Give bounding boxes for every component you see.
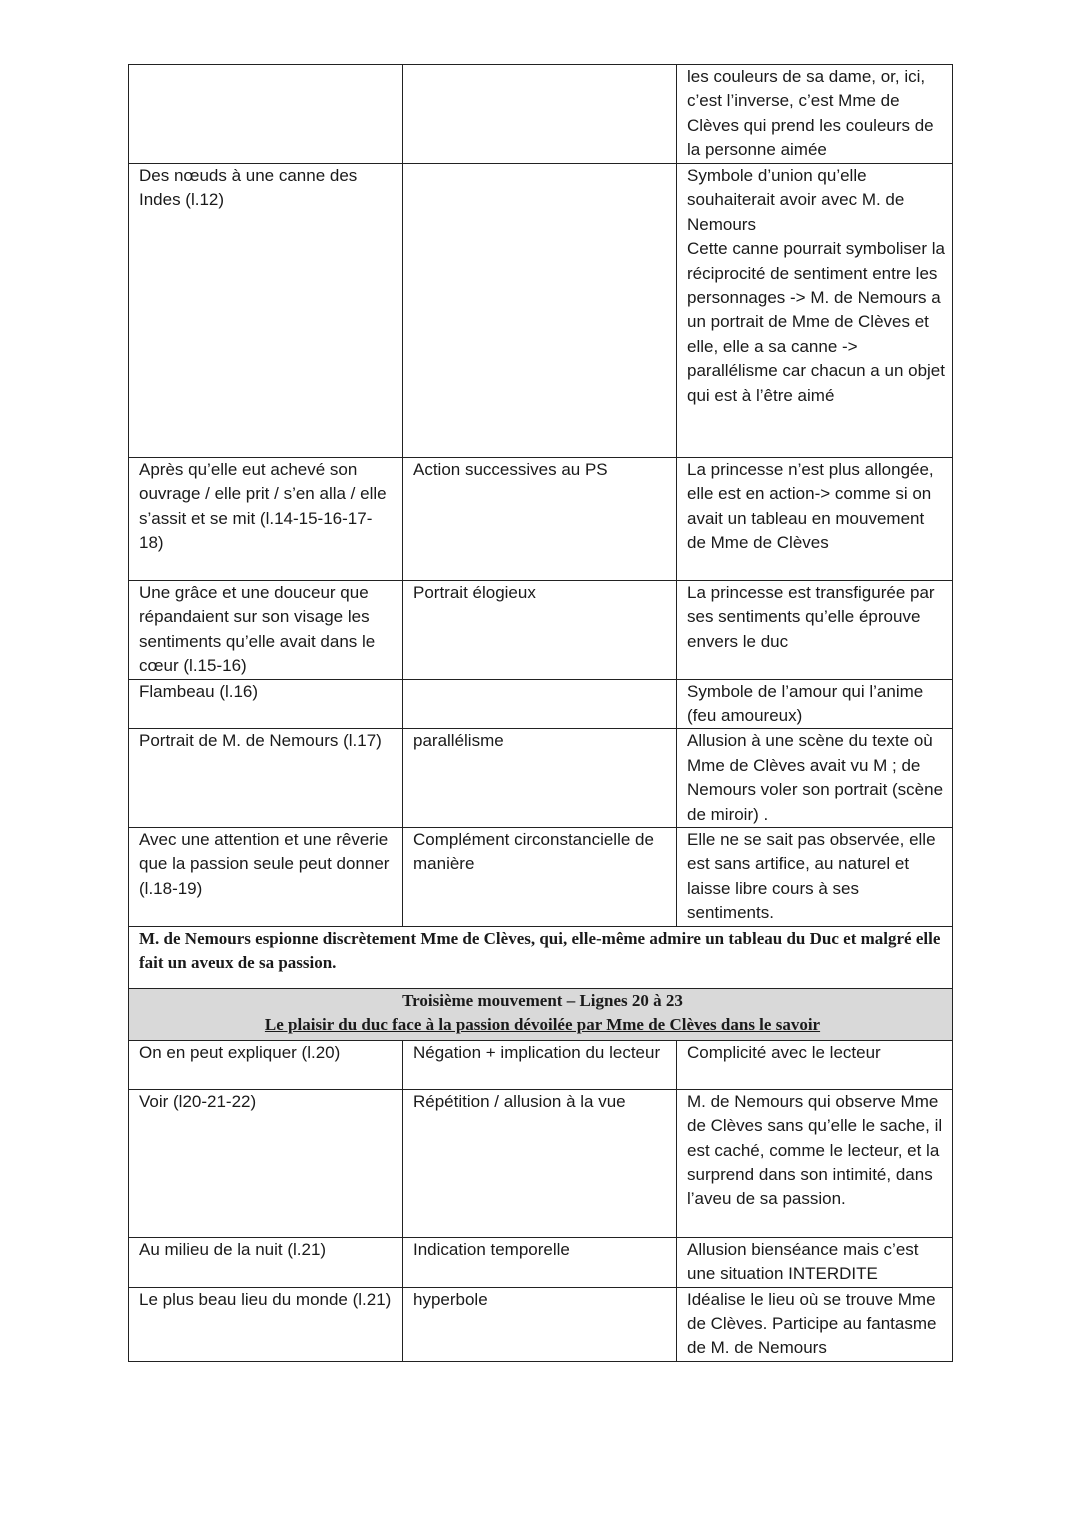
cell-interpretation: Complicité avec le lecteur — [677, 1040, 953, 1089]
cell-procede: Action successives au PS — [403, 458, 677, 581]
table-row — [129, 828, 953, 927]
cell-interpretation: Allusion à une scène du texte où Mme de Clèves avait vu M ; de Nemours voler son portrait (scène de miroir) . — [677, 729, 953, 828]
table-row — [129, 581, 953, 680]
cell-interpretation: les couleurs de sa dame, or, ici, c’est l’inverse, c’est Mme de Clèves qui prend les couleurs de la personne aimée — [677, 65, 953, 164]
cell-interpretation: Elle ne se sait pas observée, elle est sans artifice, au naturel et laisse libre cours à ses sentiments. — [677, 828, 953, 927]
cell-procede: Négation + implication du lecteur — [403, 1040, 677, 1089]
analysis-table — [128, 64, 953, 1362]
cell-citation: Au milieu de la nuit (l.21) — [129, 1237, 403, 1287]
cell-citation: Après qu’elle eut achevé son ouvrage / elle prit / s’en alla / elle s’assit et se mit (l.14-15-16-17-18) — [129, 458, 403, 581]
table-row — [129, 65, 953, 164]
cell-procede: hyperbole — [403, 1287, 677, 1361]
cell-procede: Indication temporelle — [403, 1237, 677, 1287]
table-row — [129, 1287, 953, 1361]
cell-interpretation: La princesse n’est plus allongée, elle est en action-> comme si on avait un tableau en mouvement de Mme de Clèves — [677, 458, 953, 581]
interpretation-line: Symbole d’union qu’elle souhaiterait avoir avec M. de Nemours Cette canne pourrait symboliser la réciprocité de sentiment entre les personnages -> M. de Nemours a un portrait de Mme de Clèves et elle, elle a sa canne -> parallélisme car chacun a un objet qui est à l’être aimé — [687, 166, 945, 405]
cell-citation — [129, 65, 403, 164]
cell-citation: On en peut expliquer (l.20) — [129, 1040, 403, 1089]
table-row — [129, 164, 953, 458]
cell-interpretation: Allusion bienséance mais c’est une situation INTERDITE — [677, 1237, 953, 1287]
cell-citation: Une grâce et une douceur que répandaient sur son visage les sentiments qu’elle avait dans le cœur (l.15-16) — [129, 581, 403, 680]
section-header — [129, 988, 953, 1040]
cell-citation: Flambeau (l.16) — [129, 679, 403, 729]
cell-procede: Portrait élogieux — [403, 581, 677, 680]
table-row — [129, 1237, 953, 1287]
section-header-row — [129, 988, 953, 1040]
cell-interpretation: La princesse est transfigurée par ses sentiments qu’elle éprouve envers le duc — [677, 581, 953, 680]
table-row — [129, 679, 953, 729]
table-section-part1 — [129, 65, 953, 927]
cell-interpretation: M. de Nemours qui observe Mme de Clèves sans qu’elle le sache, il est caché, comme le lecteur, et la surprend dans son intimité, dans l’aveu de sa passion. — [677, 1089, 953, 1237]
cell-procede: parallélisme — [403, 729, 677, 828]
section-title: Troisième mouvement – Lignes 20 à 23 — [402, 990, 683, 1010]
cell-interpretation — [677, 164, 953, 458]
cell-interpretation: Symbole de l’amour qui l’anime (feu amoureux) — [677, 679, 953, 729]
cell-citation: Portrait de M. de Nemours (l.17) — [129, 729, 403, 828]
table-row — [129, 1089, 953, 1237]
summary-row — [129, 926, 953, 988]
cell-citation: Avec une attention et une rêverie que la passion seule peut donner (l.18-19) — [129, 828, 403, 927]
table-section-part2 — [129, 1040, 953, 1361]
cell-interpretation: Idéalise le lieu où se trouve Mme de Clèves. Participe au fantasme de M. de Nemours — [677, 1287, 953, 1361]
section-subtitle: Le plaisir du duc face à la passion dévoilée par Mme de Clèves dans le savoir — [264, 1015, 821, 1035]
table-row — [129, 458, 953, 581]
cell-citation: Des nœuds à une canne des Indes (l.12) — [129, 164, 403, 458]
table-section-summary — [129, 926, 953, 1040]
cell-procede: Complément circonstancielle de manière — [403, 828, 677, 927]
cell-procede: Répétition / allusion à la vue — [403, 1089, 677, 1237]
table-row — [129, 1040, 953, 1089]
cell-citation: Le plus beau lieu du monde (l.21) — [129, 1287, 403, 1361]
cell-procede — [403, 679, 677, 729]
cell-procede — [403, 65, 677, 164]
table-row — [129, 729, 953, 828]
summary-text: M. de Nemours espionne discrètement Mme de Clèves, qui, elle-même admire un tableau du Duc et malgré elle fait un aveux de sa passion. — [129, 926, 953, 988]
cell-citation: Voir (l20-21-22) — [129, 1089, 403, 1237]
cell-procede — [403, 164, 677, 458]
